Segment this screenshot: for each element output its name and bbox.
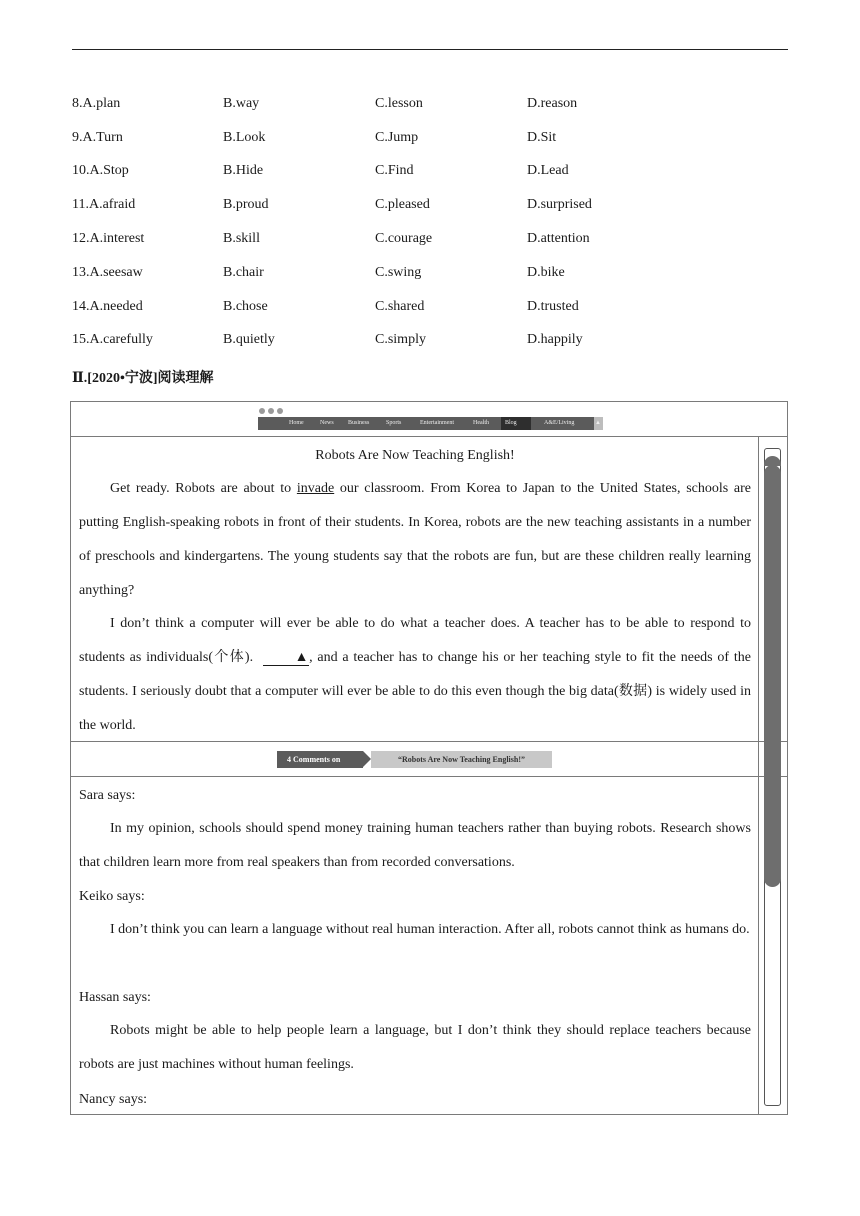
nav-item-business[interactable]: Business: [348, 420, 370, 426]
option-d: D.Sit: [527, 130, 557, 145]
option-d: D.reason: [527, 96, 578, 111]
option-d: D.Lead: [527, 163, 569, 178]
comment-author: Keiko says:: [79, 889, 145, 904]
nav-item-health[interactable]: Health: [473, 420, 489, 426]
comment-author: Sara says:: [79, 788, 136, 803]
option-row-11: [72, 195, 788, 215]
nav-item-sports[interactable]: Sports: [386, 420, 402, 426]
option-row-15: [72, 330, 788, 350]
nav-scrollbar[interactable]: [594, 417, 603, 430]
comments-banner: [277, 751, 552, 768]
window-dot-icon: [277, 408, 283, 414]
option-b: B.skill: [223, 231, 260, 246]
nav-item-ae-living[interactable]: A&E/Living: [544, 420, 575, 426]
option-b: B.chair: [223, 265, 264, 280]
option-a: 8.A.plan: [72, 96, 121, 111]
option-row-13: [72, 263, 788, 283]
window-dot-icon: [268, 408, 274, 414]
nav-item-entertainment[interactable]: Entertainment: [420, 420, 454, 426]
option-c: C.swing: [375, 265, 422, 280]
comment-text: Robots might be able to help people learn a language, but I don’t think they should replace teachers because robots are just machines without human feelings.: [79, 1023, 751, 1072]
option-b: B.Look: [223, 130, 266, 145]
section-heading: Ⅱ.[2020•宁波]阅读理解: [72, 371, 214, 386]
option-d: D.bike: [527, 265, 565, 280]
article-paragraph-1: Get ready. Robots are about to invade our classroom. From Korea to Japan to the United States, schools are putting English-speaking robots in front of their students. In Korea, robots are the new teaching assistants in a number of preschools and kindergartens. The young students say that the robots are fun, but are these children really learning anything?: [79, 481, 751, 598]
comment-text: I don’t think you can learn a language without real human interaction. After all, robots cannot think as humans do.: [110, 922, 750, 937]
option-row-8: [72, 94, 788, 114]
option-a: 15.A.carefully: [72, 332, 153, 347]
option-a: 11.A.afraid: [72, 197, 136, 212]
option-row-9: [72, 128, 788, 148]
option-row-14: [72, 297, 788, 317]
answer-blank: ▲: [263, 651, 309, 666]
nav-item-home[interactable]: Home: [289, 420, 304, 426]
underlined-word: invade: [296, 481, 335, 496]
option-c: C.courage: [375, 231, 433, 246]
article-paragraph-2: I don’t think a computer will ever be able to do what a teacher does. A teacher has to be able to respond to students as individuals(个体). ▲, and a teacher has to change his or her teaching style to fit the needs of the students. I seriously doubt that a computer will ever be able to do this even though the big data(数据) is widely used in the world.: [79, 616, 751, 733]
comments-count: 4 Comments on: [287, 755, 341, 764]
option-b: B.quietly: [223, 332, 275, 347]
option-a: 14.A.needed: [72, 299, 143, 314]
option-d: D.trusted: [527, 299, 579, 314]
option-row-12: [72, 229, 788, 249]
scroll-column-divider: [758, 436, 759, 1115]
nav-bar: [258, 417, 603, 430]
nav-item-news[interactable]: News: [320, 420, 334, 426]
comment-author: Nancy says:: [79, 1092, 148, 1107]
option-b: B.chose: [223, 299, 268, 314]
option-a: 13.A.seesaw: [72, 265, 143, 280]
scroll-up-arrow-icon[interactable]: ▲: [595, 420, 601, 426]
option-b: B.way: [223, 96, 260, 111]
option-a: 10.A.Stop: [72, 163, 129, 178]
comment-author: Hassan says:: [79, 990, 151, 1005]
option-c: C.lesson: [375, 96, 423, 111]
page-scrollbar-thumb[interactable]: [764, 465, 781, 887]
option-c: C.pleased: [375, 197, 430, 212]
option-row-10: [72, 161, 788, 181]
option-c: C.Jump: [375, 130, 419, 145]
option-a: 9.A.Turn: [72, 130, 123, 145]
option-c: C.simply: [375, 332, 426, 347]
option-c: C.shared: [375, 299, 425, 314]
article-title: Robots Are Now Teaching English!: [315, 448, 515, 463]
comment-text: In my opinion, schools should spend money training human teachers rather than buying robots. Research shows that children learn more from real speakers than from recorded conversations.: [79, 821, 751, 870]
banner-arrow-icon: [363, 751, 371, 767]
option-b: B.Hide: [223, 163, 264, 178]
nav-item-blog[interactable]: Blog: [505, 420, 517, 426]
window-dot-icon: [259, 408, 265, 414]
option-d: D.surprised: [527, 197, 592, 212]
option-d: D.attention: [527, 231, 590, 246]
option-a: 12.A.interest: [72, 231, 145, 246]
comments-divider: [70, 776, 788, 777]
comments-title: “Robots Are Now Teaching English!”: [398, 755, 525, 764]
option-b: B.proud: [223, 197, 269, 212]
option-d: D.happily: [527, 332, 583, 347]
nav-divider: [70, 436, 788, 437]
option-c: C.Find: [375, 163, 414, 178]
header-rule: [72, 49, 788, 50]
